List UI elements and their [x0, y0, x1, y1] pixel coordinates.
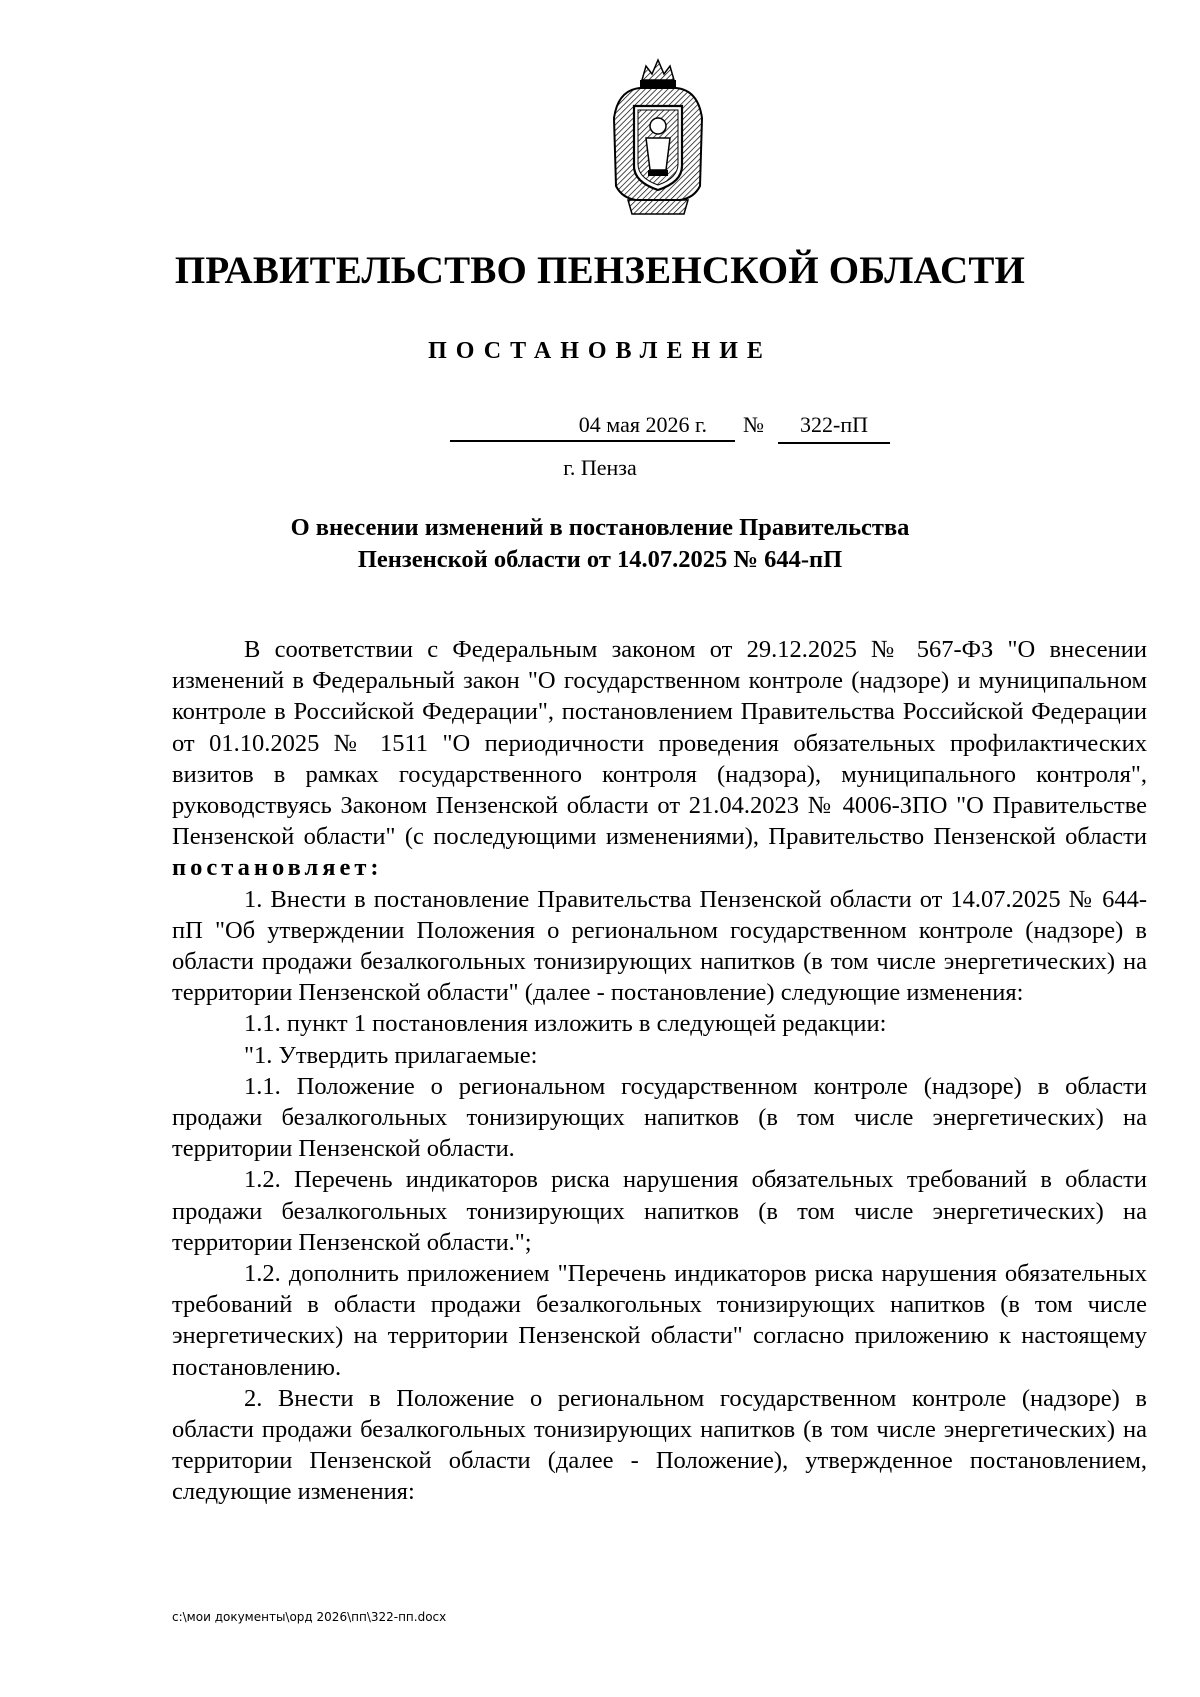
paragraph-1: 1. Внести в постановление Правительства Пензенской области от 14.07.2025 № 644-пП "Об утверждении Положения о региональном государственном контроле (надзоре) в области продажи безалкогольных тонизирующих напитков (в том числе энергетических) на территории Пензенской области" (далее - постановление) следующие изменения:: [172, 885, 1147, 1007]
document-type: ПОСТАНОВЛЕНИЕ: [428, 338, 772, 364]
decree-subject: [0, 512, 1200, 576]
preamble-paragraph: [172, 634, 1147, 884]
government-title: ПРАВИТЕЛЬСТВО ПЕНЗЕНСКОЙ ОБЛАСТИ: [174, 249, 1026, 292]
paragraph-2: 2. Внести в Положение о региональном государственном контроле (надзоре) в области продажи безалкогольных тонизирующих напитков (в том числе энергетических) на территории Пензенской области (далее - Положение), утвержденное постановлением, следующие изменения:: [172, 1384, 1147, 1506]
paragraph-quote-1-2: 1.2. Перечень индикаторов риска нарушения обязательных требований в области продажи безалкогольных тонизирующих напитков (в том числе энергетических) на территории Пензенской области.";: [172, 1166, 1147, 1256]
decides-word: постановляет:: [172, 854, 383, 882]
decree-date: 04 мая 2026 г.: [450, 412, 735, 442]
decree-number: 322-пП: [778, 412, 890, 444]
paragraph-1-1: 1.1. пункт 1 постановления изложить в следующей редакции:: [244, 1010, 887, 1038]
preamble-text: В соответствии с Федеральным законом от 29.12.2025 № 567-ФЗ "О внесении изменений в Федеральный закон "О государственном контроле (надзоре) и муниципальном контроле в Российской Федерации", постановлением Правительства Российской Федерации от 01.10.2025 № 1511 "О периодичности проведения обязательных профилактических визитов в рамках государственного контроля (надзора), муниципального контроля", руководствуясь Законом Пензенской области от 21.04.2023 № 4006-ЗПО "О Правительстве Пензенской области" (с последующими изменениями), Правительство Пензенской области: [172, 636, 1147, 851]
paragraph-1-2: 1.2. дополнить приложением "Перечень индикаторов риска нарушения обязательных требований в области продажи безалкогольных тонизирующих напитков (в том числе энергетических) на территории Пензенской области" согласно приложению к настоящему постановлению.: [172, 1260, 1147, 1381]
city: г. Пенза: [563, 455, 637, 480]
decree-body: [172, 634, 1147, 1508]
paragraph-quote-1: "1. Утвердить прилагаемые:: [244, 1041, 538, 1069]
paragraph-quote-1-1: 1.1. Положение о региональном государственном контроле (надзоре) в области продажи безалкогольных тонизирующих напитков (в том числе энергетических) на территории Пензенской области.: [172, 1072, 1147, 1163]
number-sign: №: [743, 412, 764, 437]
coat-of-arms-icon: [608, 58, 708, 218]
file-path-footer: c:\мои документы\орд 2026\пп\322-пп.docx: [172, 1610, 447, 1624]
subject-line-1: О внесении изменений в постановление Правительства: [290, 514, 910, 541]
subject-line-2: Пензенской области от 14.07.2025 № 644-пП: [357, 546, 843, 573]
